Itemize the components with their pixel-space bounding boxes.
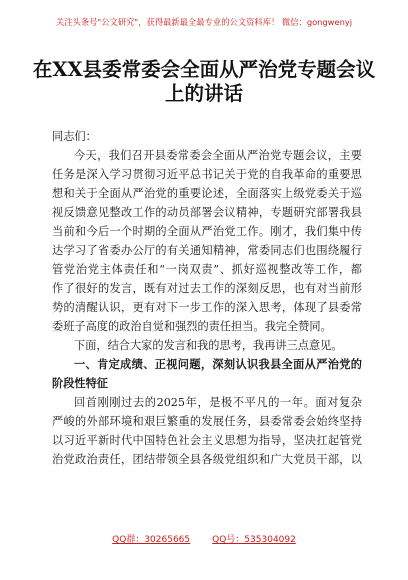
- body-line: 达学习了省委办公厅的有关通知精神，常委同志们也围绕履行: [52, 244, 362, 257]
- body-line: 任务是深入学习贯彻习近平总书记关于党的自我革命的重要思: [52, 168, 362, 181]
- footer-contact: [0, 534, 408, 546]
- body-line: 治党政治责任，团结带领全县各级党组织和广大党员干部，以: [52, 453, 362, 466]
- section-heading: 阶段性特征: [52, 377, 108, 390]
- body-line: 视反馈意见整改工作的动员部署会议精神，专题研究部署我县: [52, 206, 362, 219]
- body-line: 回首刚刚过去的2025年，是极不平凡的一年。面对复杂: [74, 396, 362, 409]
- body-line: 想和关于全面从严治党的重要论述，全面落实上级党委关于巡: [52, 187, 362, 200]
- header-promo-note: 关注头条号"公文研究"，获得最新最全最专业的公文资料库！ 微信：gongwenyj: [55, 17, 353, 27]
- title-line-2: 上的讲话: [164, 82, 243, 105]
- body-line: 下面，结合大家的发言和我的思考，我再讲三点意见。: [74, 339, 343, 352]
- footer-qq-group: QQ群：30265665: [112, 535, 191, 545]
- body-line: 势的清醒认识，更有对下一步工作的深入思考，体现了县委常: [52, 301, 362, 314]
- document-body: [52, 127, 362, 469]
- body-line: 作了很好的发言，既有对过去工作的深刻反思，也有对当前形: [52, 282, 362, 295]
- footer-qq: QQ号：535304092: [212, 535, 296, 545]
- body-line: 以习近平新时代中国特色社会主义思想为指导，坚决扛起管党: [52, 434, 362, 447]
- body-line: 委班子高度的政治自觉和强烈的责任担当。我完全赞同。: [52, 320, 332, 333]
- document-title: [30, 58, 378, 106]
- title-line-1: 在XX县委常委会全面从严治党专题会议: [32, 58, 376, 81]
- body-line: 严峻的外部环境和艰巨繁重的发展任务，县委常委会始终坚持: [52, 415, 362, 428]
- section-heading: 一、肯定成绩、正视问题，深刻认识我县全面从严治党的: [74, 358, 362, 371]
- body-line: 当前和今后一个时期的全面从严治党工作。刚才，我们集中传: [52, 225, 362, 238]
- body-line: 管党治党主体责任和“一岗双责”、抓好巡视整改等工作，都: [52, 263, 362, 276]
- body-line: 今天，我们召开县委常委会全面从严治党专题会议，主要: [74, 149, 362, 162]
- salutation: 同志们：: [52, 130, 97, 143]
